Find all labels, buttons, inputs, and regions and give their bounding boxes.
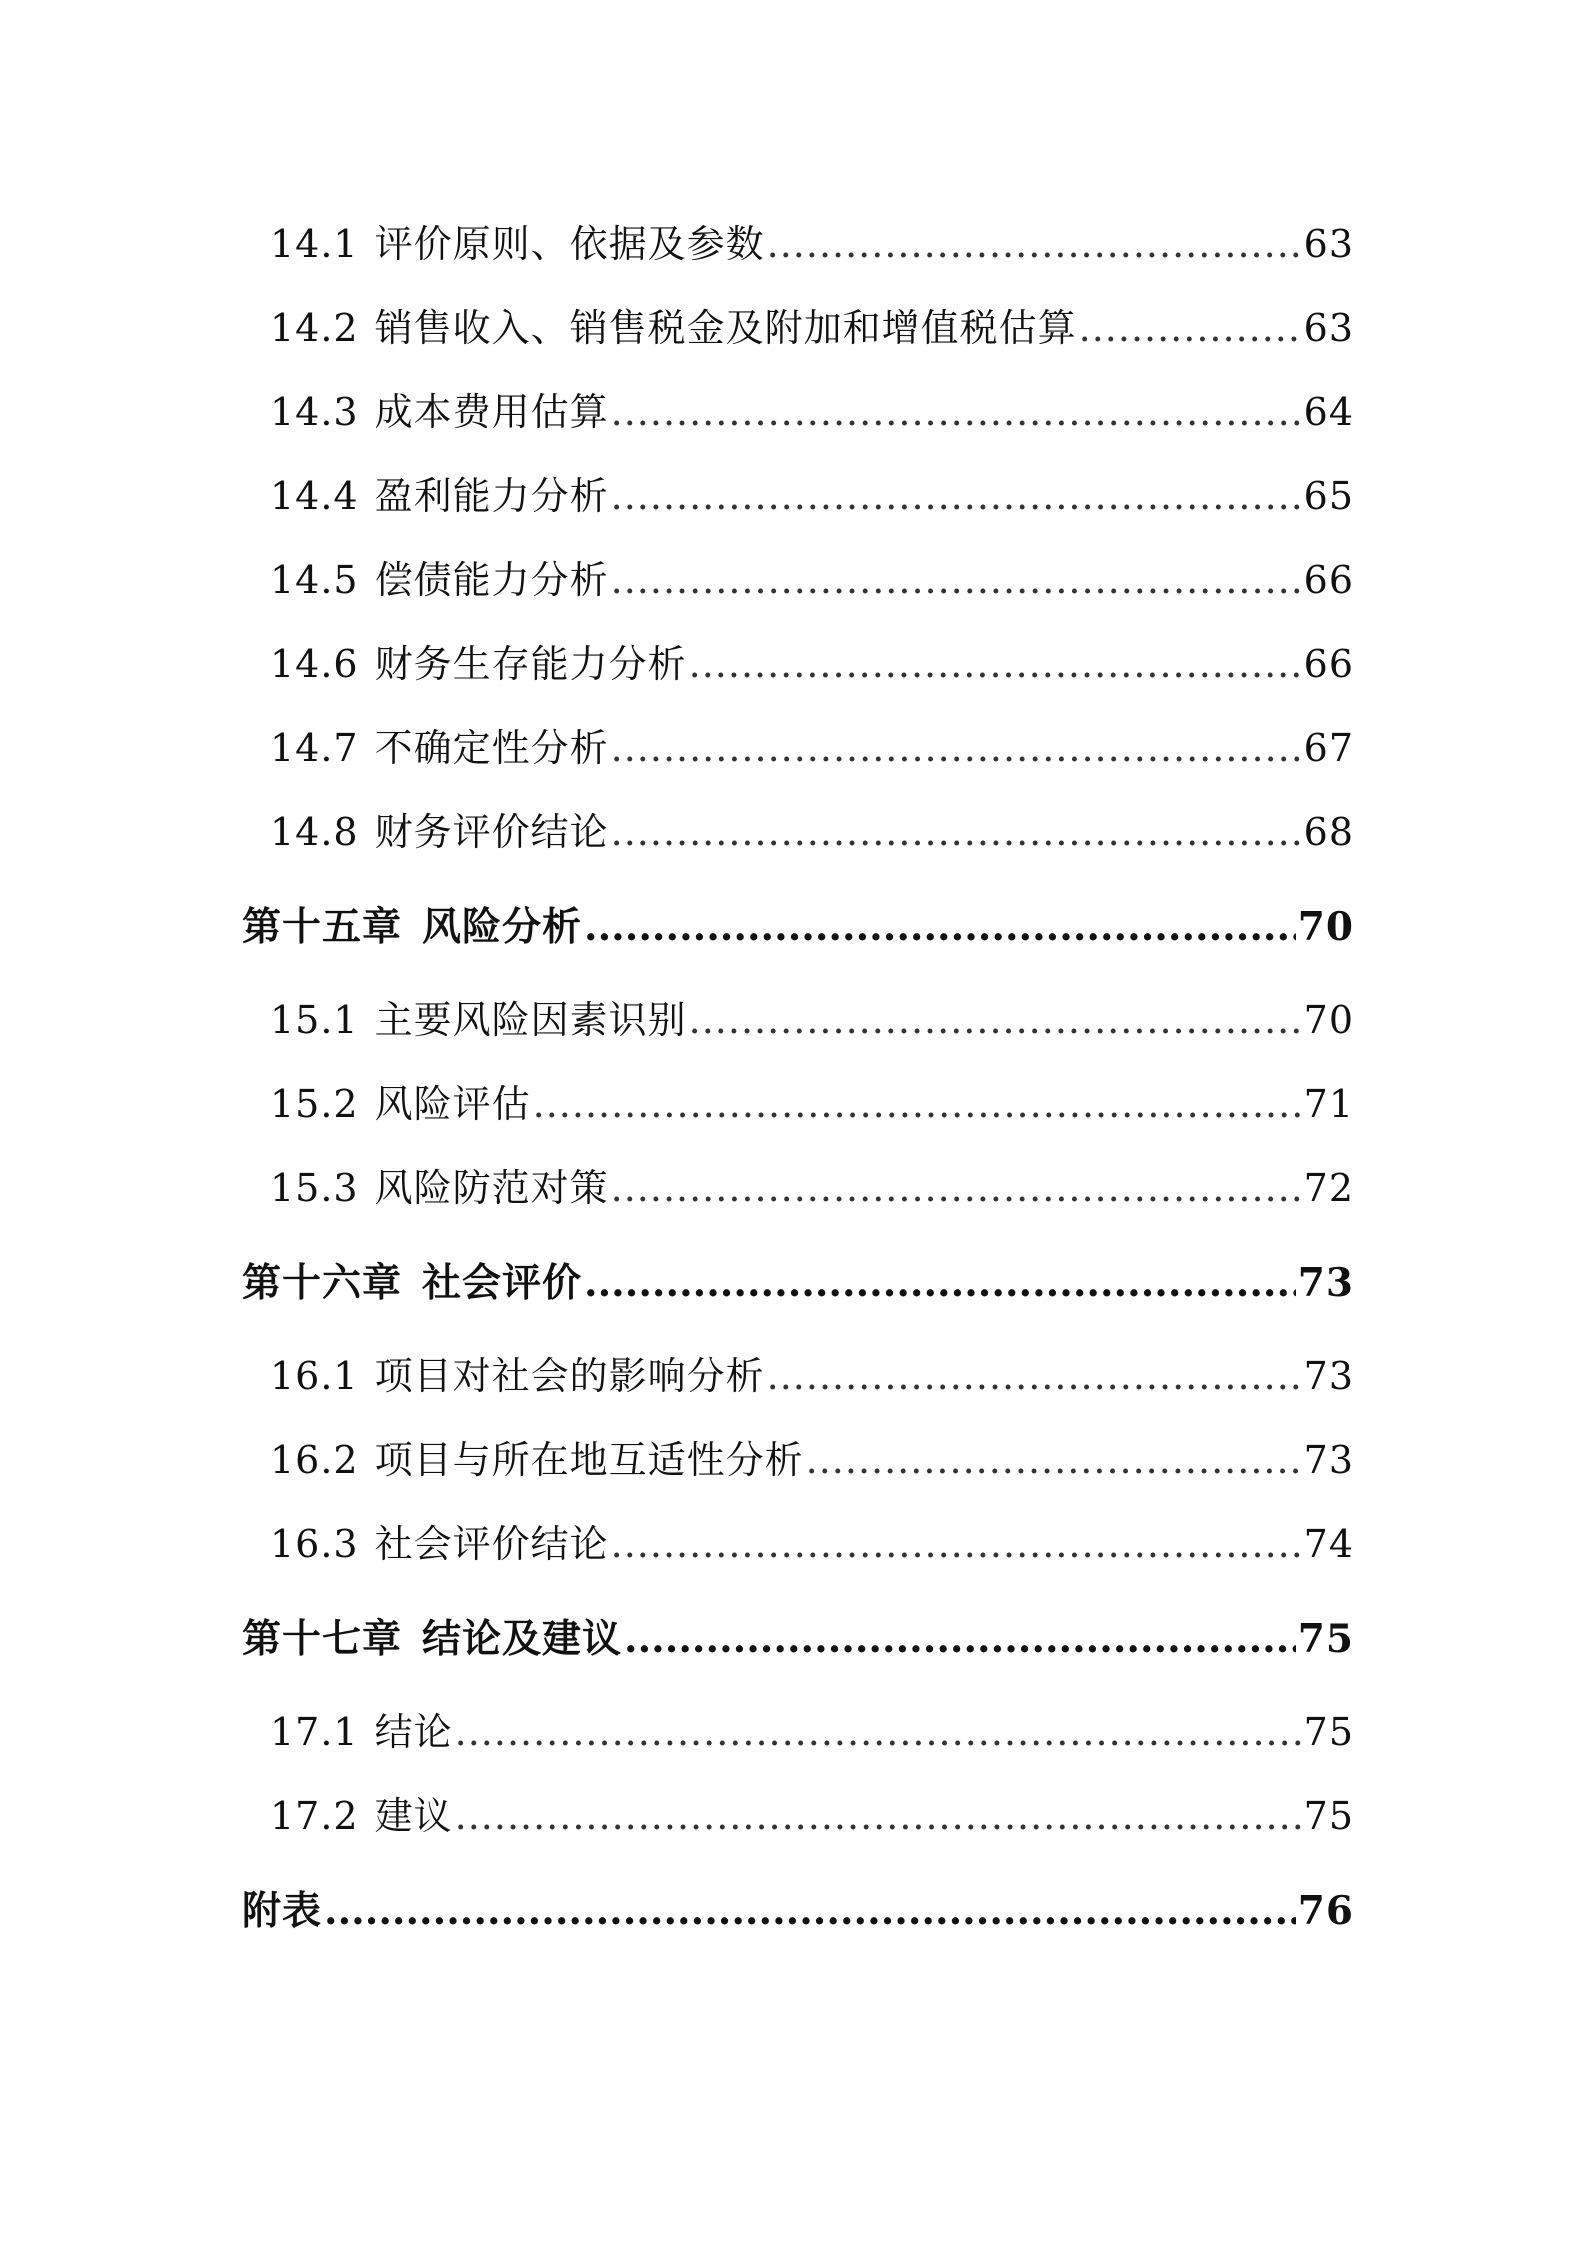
toc-section-entry[interactable] [242,791,1354,875]
toc-dot-leader [611,811,1302,855]
toc-page-number: 66 [1303,642,1354,687]
toc-entry-label [270,1355,765,1399]
toc-section-entry[interactable] [242,707,1354,791]
toc-entry-number: 14.7 [270,726,359,771]
toc-dot-leader [689,999,1302,1043]
toc-page-number: 70 [1297,903,1354,950]
toc-entry-number: 16.2 [270,1438,359,1483]
toc-entry-number: 14.8 [270,810,359,855]
toc-entry-number: 14.6 [270,642,359,687]
toc-dot-leader [584,1261,1296,1306]
toc-entry-title: 盈利能力分析 [374,474,609,519]
toc-entry-label [270,643,687,687]
toc-dot-leader [611,559,1302,603]
toc-page-number: 75 [1303,1710,1354,1755]
toc-dot-leader [767,1355,1302,1399]
toc-entry-number: 第十六章 [242,1259,403,1306]
toc-dot-leader [455,1711,1302,1755]
toc-entry-label [270,811,609,855]
toc-page-number: 63 [1303,222,1354,267]
toc-dot-leader [689,643,1302,687]
toc-entry-label [270,1439,804,1483]
toc-page-number: 67 [1303,726,1354,771]
toc-entry-label [270,727,609,771]
toc-entry-number: 17.1 [270,1710,359,1755]
toc-entry-title: 评价原则、依据及参数 [374,222,765,267]
toc-entry-number: 14.4 [270,474,359,519]
toc-entry-label [270,307,1077,351]
toc-section-entry[interactable] [242,1419,1354,1503]
table-of-contents [242,203,1354,1963]
toc-entry-title: 结论 [374,1710,453,1755]
toc-section-entry[interactable] [242,1775,1354,1859]
toc-section-entry[interactable] [242,1147,1354,1231]
toc-entry-title: 社会评价结论 [374,1522,609,1567]
toc-entry-title: 偿债能力分析 [374,558,609,603]
toc-section-entry[interactable] [242,1335,1354,1419]
toc-page-number: 68 [1303,810,1354,855]
toc-entry-title: 风险评估 [374,1082,531,1127]
toc-entry-number: 第十七章 [242,1615,403,1662]
toc-entry-title: 财务生存能力分析 [374,642,687,687]
toc-section-entry[interactable] [242,979,1354,1063]
toc-dot-leader [611,1167,1302,1211]
toc-entry-number: 17.2 [270,1794,359,1839]
toc-page-number: 75 [1303,1794,1354,1839]
toc-section-entry[interactable] [242,1503,1354,1587]
toc-entry-label [270,1523,609,1567]
toc-entry-label [270,475,609,519]
toc-page-number: 75 [1297,1615,1354,1662]
toc-entry-title: 风险分析 [422,903,583,950]
toc-entry-number: 16.3 [270,1522,359,1567]
toc-page-number: 76 [1297,1887,1354,1934]
toc-entry-label [242,1617,622,1662]
toc-dot-leader [624,1617,1296,1662]
toc-entry-label [270,999,687,1043]
toc-chapter-entry[interactable] [242,1859,1354,1963]
toc-page-number: 73 [1297,1259,1354,1306]
toc-entry-label [270,1083,531,1127]
toc-entry-number: 16.1 [270,1354,359,1399]
toc-page-number: 64 [1303,390,1354,435]
toc-entry-number: 14.3 [270,390,359,435]
toc-dot-leader [1079,307,1302,351]
toc-entry-title: 财务评价结论 [374,810,609,855]
toc-dot-leader [584,905,1296,950]
toc-entry-number: 第十五章 [242,903,403,950]
toc-entry-title: 主要风险因素识别 [374,998,687,1043]
toc-entry-label [242,1261,582,1306]
toc-entry-title: 项目与所在地互适性分析 [374,1438,804,1483]
toc-entry-label [270,391,609,435]
toc-entry-label [270,1795,453,1839]
toc-dot-leader [806,1439,1302,1483]
toc-section-entry[interactable] [242,455,1354,539]
toc-section-entry[interactable] [242,539,1354,623]
toc-section-entry[interactable] [242,1063,1354,1147]
toc-chapter-entry[interactable] [242,1231,1354,1335]
toc-entry-number: 15.1 [270,998,359,1043]
toc-section-entry[interactable] [242,623,1354,707]
toc-entry-label [270,223,765,267]
toc-entry-title: 成本费用估算 [374,390,609,435]
toc-page-number: 72 [1303,1166,1354,1211]
toc-section-entry[interactable] [242,1691,1354,1775]
toc-section-entry[interactable] [242,371,1354,455]
toc-page-number: 63 [1303,306,1354,351]
toc-entry-title: 建议 [374,1794,453,1839]
toc-entry-title: 项目对社会的影响分析 [374,1354,765,1399]
toc-page-number: 74 [1303,1522,1354,1567]
toc-chapter-entry[interactable] [242,875,1354,979]
toc-page-number: 70 [1303,998,1354,1043]
toc-entry-title: 不确定性分析 [374,726,609,771]
toc-dot-leader [611,391,1302,435]
toc-entry-label [270,1711,453,1755]
toc-entry-number: 14.5 [270,558,359,603]
toc-dot-leader [611,727,1302,771]
toc-entry-number: 15.3 [270,1166,359,1211]
toc-entry-label [270,1167,609,1211]
toc-entry-label [270,559,609,603]
toc-page-number: 66 [1303,558,1354,603]
toc-entry-number: 15.2 [270,1082,359,1127]
toc-chapter-entry[interactable] [242,1587,1354,1691]
toc-page-number: 65 [1303,474,1354,519]
toc-dot-leader [767,223,1302,267]
toc-section-entry[interactable] [242,203,1354,287]
toc-entry-label [242,905,582,950]
toc-dot-leader [611,475,1302,519]
toc-page-number: 73 [1303,1438,1354,1483]
toc-entry-label [242,1889,322,1934]
toc-entry-title: 社会评价 [422,1259,583,1306]
toc-dot-leader [324,1889,1296,1934]
toc-entry-title: 销售收入、销售税金及附加和增值税估算 [374,306,1077,351]
toc-dot-leader [455,1795,1302,1839]
toc-section-entry[interactable] [242,287,1354,371]
toc-dot-leader [611,1523,1302,1567]
toc-page-number: 71 [1303,1082,1354,1127]
toc-entry-number: 14.2 [270,306,359,351]
toc-entry-title: 附表 [242,1887,323,1934]
toc-page-number: 73 [1303,1354,1354,1399]
toc-entry-title: 结论及建议 [422,1615,623,1662]
toc-dot-leader [533,1083,1302,1127]
toc-entry-number: 14.1 [270,222,359,267]
toc-entry-title: 风险防范对策 [374,1166,609,1211]
